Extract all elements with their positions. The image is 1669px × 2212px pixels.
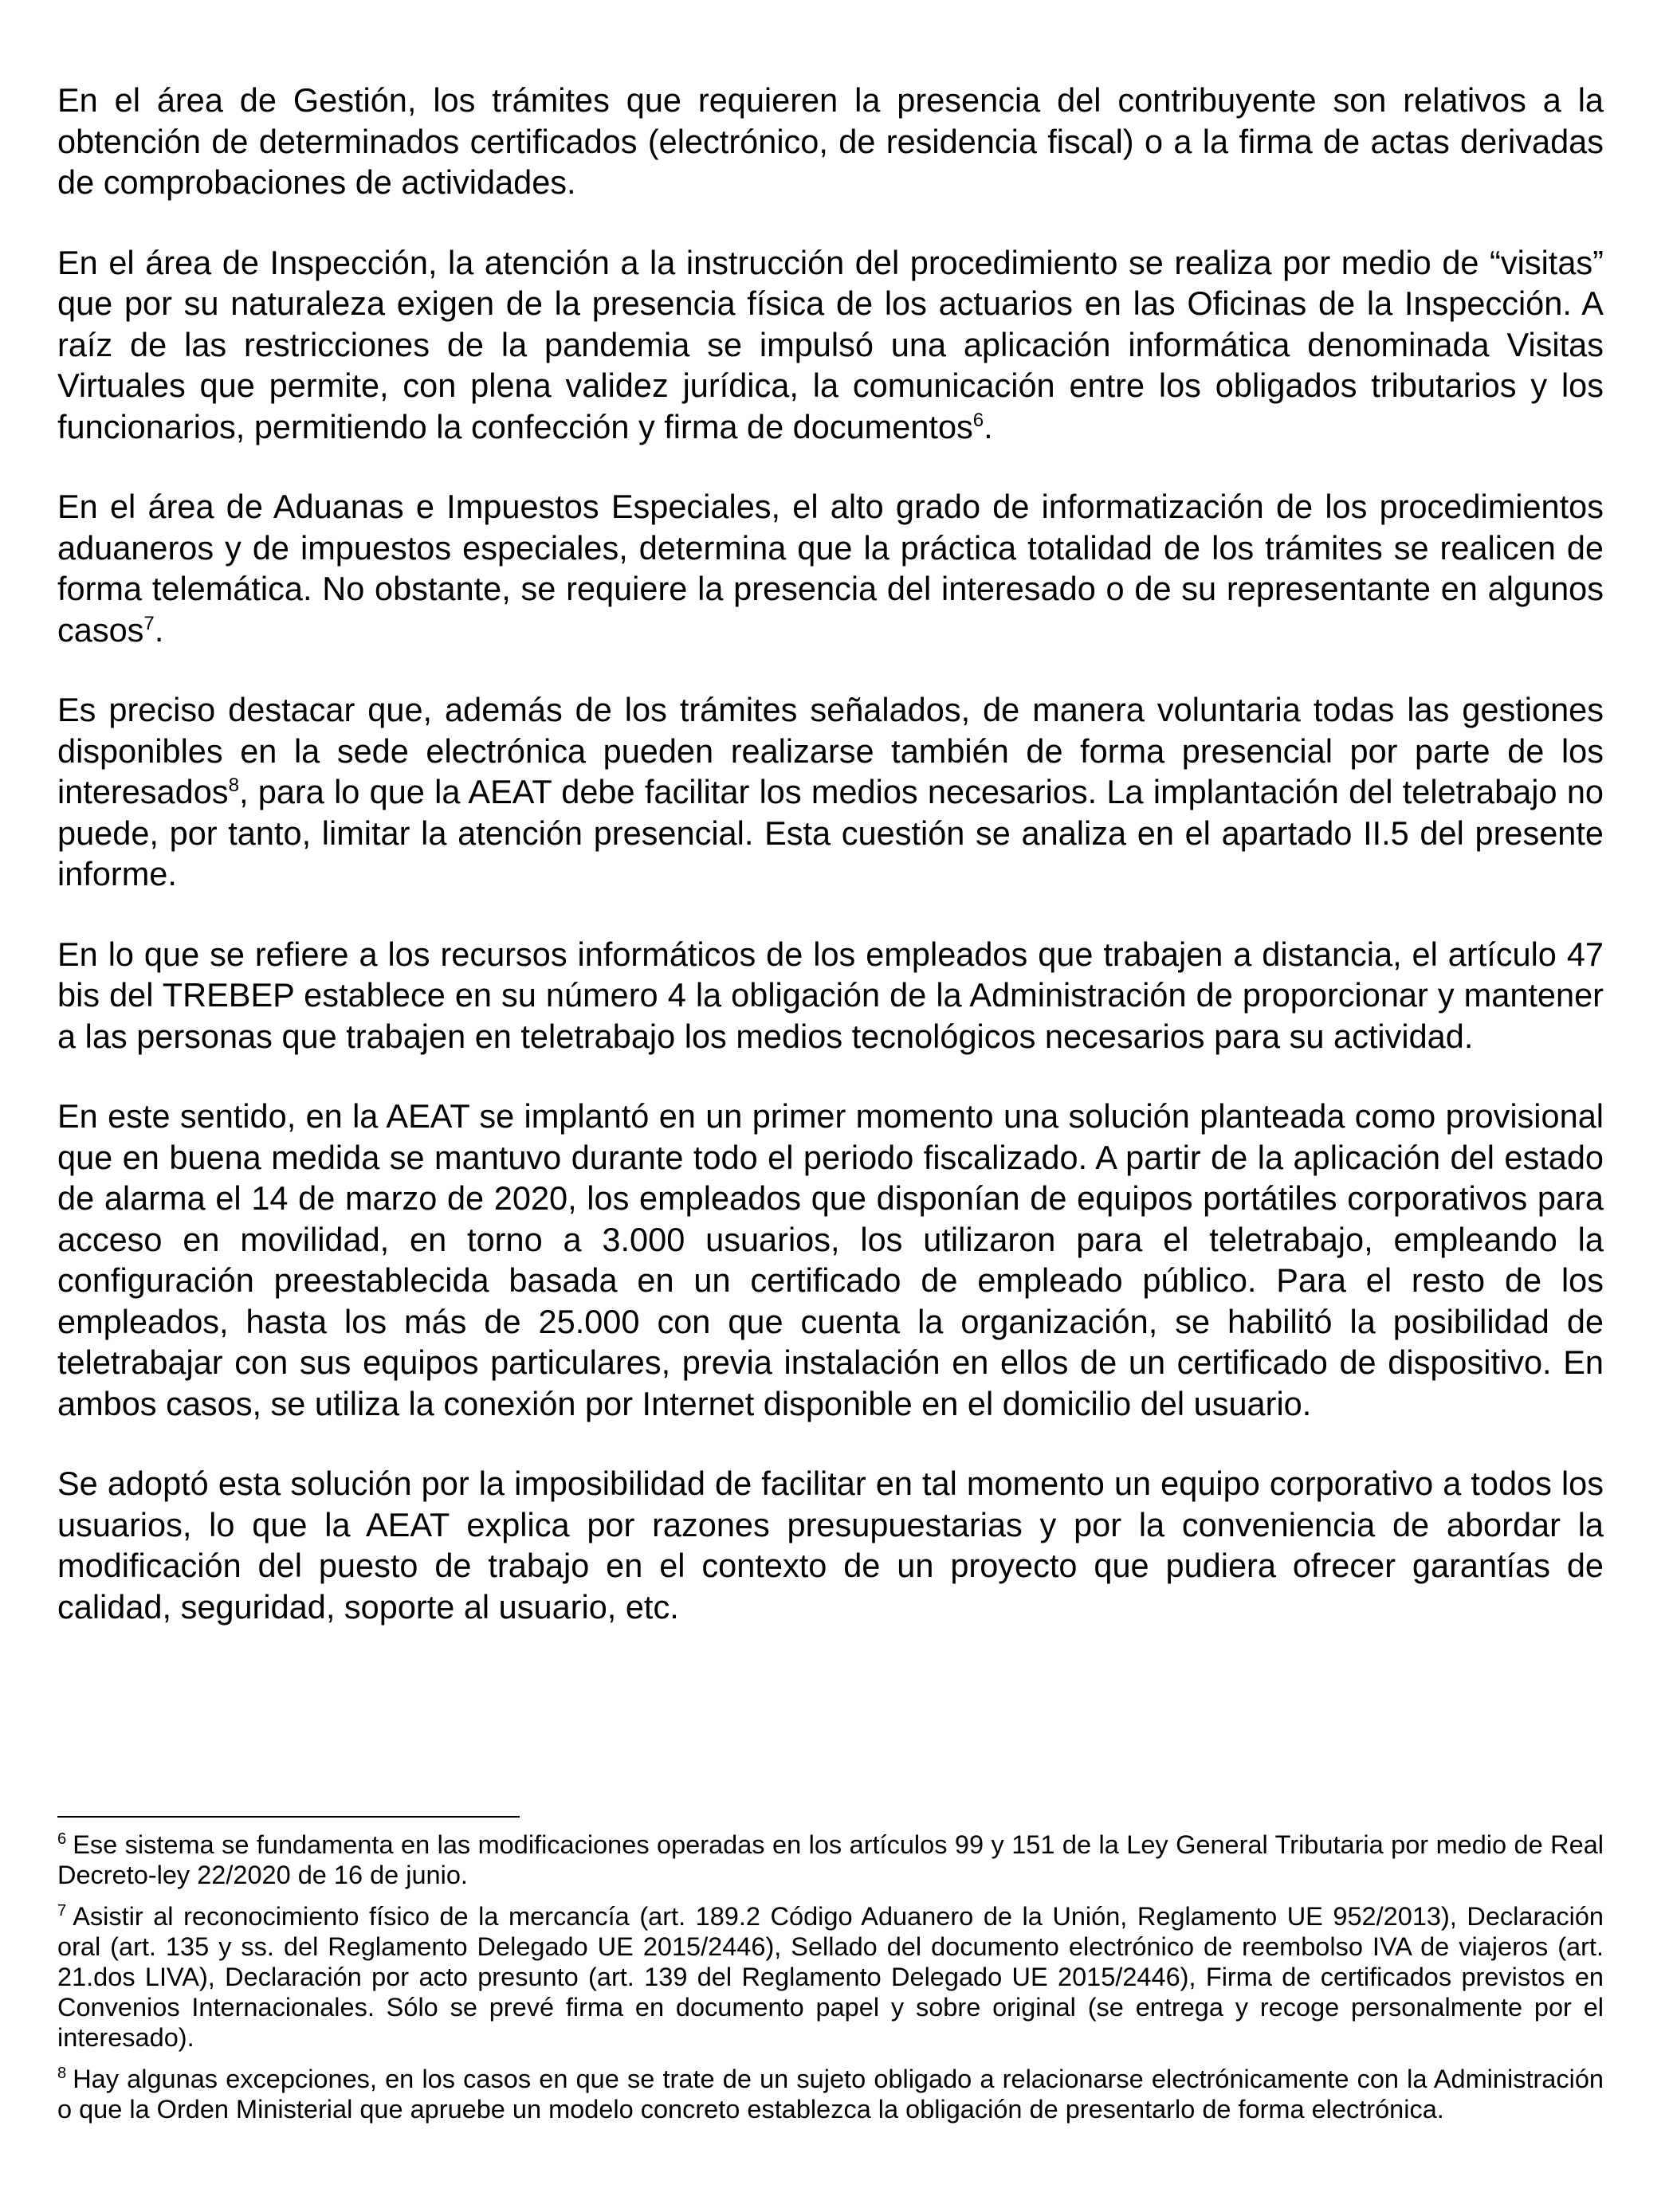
footnote-ref-7[interactable]: 7 [143, 612, 155, 634]
paragraph-solucion [57, 1096, 1604, 1424]
footnote-8 [57, 2064, 1604, 2124]
paragraph-adopcion [57, 1463, 1604, 1627]
paragraph-tail: , para lo que la AEAT debe facilitar los medios necesarios. La implantación del teletrabajo no puede, por tanto, limitar la atención presencial. Esta cuestión se analiza en el apartado II.5 del presente informe. [57, 773, 1604, 892]
footnote-text: Asistir al reconocimiento físico de la mercancía (art. 189.2 Código Aduanero de la Unión, Reglamento UE 952/2013), Declaración oral (art. 135 y ss. del Reglamento Delegado UE 2015/2446), Sellado del documento electrónico de reembolso IVA de viajeros (art. 21.dos LIVA), Declaración por acto presunto (art. 139 del Reglamento Delegado UE 2015/2446), Firma de certificados previstos en Convenios Internacionales. Sólo se prevé firma en documento papel y sobre original (se entrega y recoge personalmente por el interesado). [57, 1902, 1604, 2052]
footnote-number: 6 [57, 1830, 67, 1849]
document-body [57, 80, 1604, 1666]
footnote-ref-8[interactable]: 8 [228, 775, 239, 797]
footnote-divider [57, 1816, 520, 1818]
paragraph-tail: . [984, 407, 993, 445]
paragraph-presencial [57, 689, 1604, 895]
paragraph-recursos [57, 934, 1604, 1057]
paragraph-text: En el área de Inspección, la atención a la instrucción del procedimiento se realiza por medio de “visitas” que por su naturaleza exigen de la presencia física de los actuarios en las Oficinas de la Inspección. A raíz de las restricciones de la pandemia se impulsó una aplicación informática denominada Visitas Virtuales que permite, con plena validez jurídica, la comunicación entre los obligados tributarios y los funcionarios, permitiendo la confección y firma de documentos [57, 243, 1604, 445]
paragraph-text: Se adoptó esta solución por la imposibilidad de facilitar en tal momento un equipo corporativo a todos los usuarios, lo que la AEAT explica por razones presupuestarias y por la conveniencia de abordar la modificación del puesto de trabajo en el contexto de un proyecto que pudiera ofrecer garantías de calidad, seguridad, soporte al usuario, etc. [57, 1465, 1604, 1626]
paragraph-aduanas [57, 486, 1604, 650]
paragraph-inspeccion [57, 242, 1604, 448]
footnote-ref-6[interactable]: 6 [972, 409, 984, 431]
footnote-6 [57, 1830, 1604, 1890]
paragraph-tail: . [154, 610, 164, 649]
paragraph-text: En este sentido, en la AEAT se implantó en un primer momento una solución planteada como provisional que en buena medida se mantuvo durante todo el periodo fiscalizado. A partir de la aplicación del estado de alarma el 14 de marzo de 2020, los empleados que disponían de equipos portátiles corporativos para acceso en movilidad, en torno a 3.000 usuarios, los utilizaron para el teletrabajo, empleando la configuración preestablecida basada en un certificado de empleado público. Para el resto de los empleados, hasta los más de 25.000 con que cuenta la organización, se habilitó la posibilidad de teletrabajar con sus equipos particulares, previa instalación en ellos de un certificado de dispositivo. En ambos casos, se utiliza la conexión por Internet disponible en el domicilio del usuario. [57, 1097, 1604, 1422]
footnotes [57, 1830, 1604, 2136]
footnote-text: Ese sistema se fundamenta en las modificaciones operadas en los artículos 99 y 151 de la Ley General Tributaria por medio de Real Decreto-ley 22/2020 de 16 de junio. [57, 1830, 1604, 1889]
paragraph-text: En lo que se refiere a los recursos informáticos de los empleados que trabajen a distancia, el artículo 47 bis del TREBEP establece en su número 4 la obligación de la Administración de proporcionar y mantener a las personas que trabajen en teletrabajo los medios tecnológicos necesarios para su actividad. [57, 935, 1604, 1055]
footnote-7 [57, 1901, 1604, 2053]
paragraph-text: En el área de Gestión, los trámites que requieren la presencia del contribuyente son relativos a la obtención de determinados certificados (electrónico, de residencia fiscal) o a la firma de actas derivadas de comprobaciones de actividades. [57, 81, 1604, 201]
paragraph-gestion [57, 80, 1604, 203]
footnote-number: 8 [57, 2065, 67, 2083]
paragraph-text: Es preciso destacar que, además de los trámites señalados, de manera voluntaria todas las gestiones disponibles en la sede electrónica pueden realizarse también de forma presencial por parte de los interesados [57, 691, 1604, 810]
footnote-text: Hay algunas excepciones, en los casos en que se trate de un sujeto obligado a relacionarse electrónicamente con la Administración o que la Orden Ministerial que apruebe un modelo concreto establezca la obligación de presentarlo de forma electrónica. [57, 2065, 1604, 2124]
footnote-number: 7 [57, 1902, 67, 1920]
paragraph-text: En el área de Aduanas e Impuestos Especiales, el alto grado de informatización de los procedimientos aduaneros y de impuestos especiales, determina que la práctica totalidad de los trámites se realicen de forma telemática. No obstante, se requiere la presencia del interesado o de su representante en algunos casos [57, 488, 1604, 649]
